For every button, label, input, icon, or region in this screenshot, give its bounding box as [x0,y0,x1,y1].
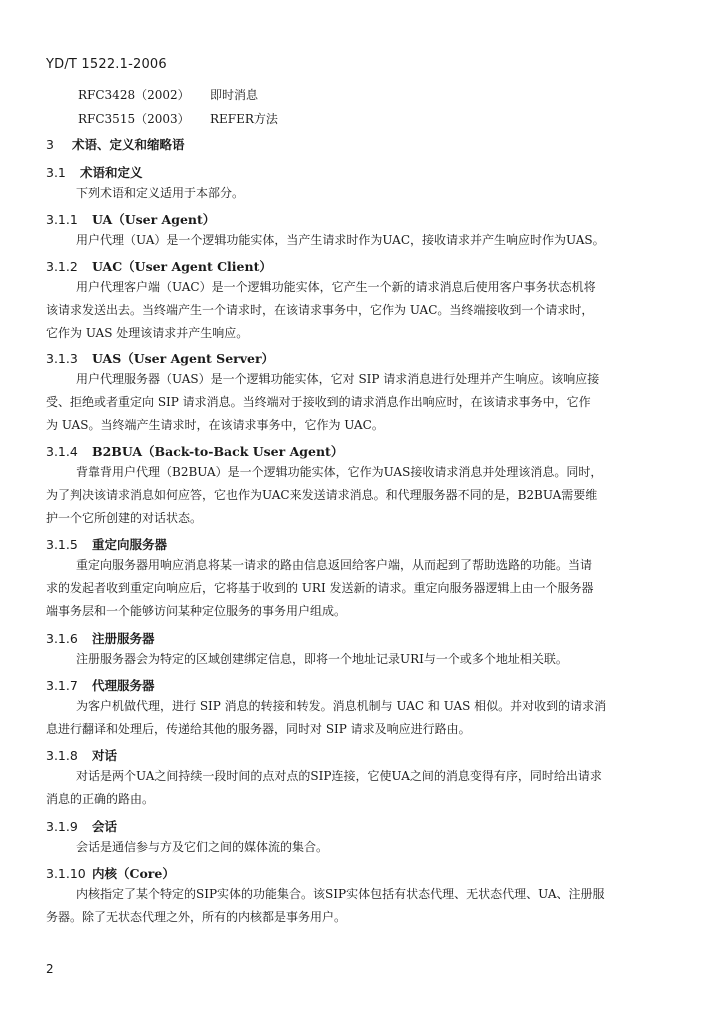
paragraph-line: 背靠背用户代理（B2BUA）是一个逻辑功能实体，它作为UAS接收请求消息并处理该消息。同时， [76,465,603,479]
paragraph-line: 端事务层和一个能够访问某种定位服务的事务用户组成。 [46,604,347,618]
term-number: 3.1.2 [46,259,78,274]
term-number: 3.1.8 [46,748,78,763]
term-title: UAS（User Agent Server） [92,351,275,366]
paragraph-line: 务器。除了无状态代理之外，所有的内核都是事务用户。 [46,910,347,924]
term-title: 代理服务器 [92,678,155,693]
term-title: UA（User Agent） [92,212,216,227]
term-3-1-9-paragraph [46,836,658,859]
term-3-1-10-heading [46,864,175,882]
term-title: 注册服务器 [92,631,155,646]
paragraph-line: 用户代理（UA）是一个逻辑功能实体，当产生请求时作为UAC，接收请求并产生响应时作为UAS。 [76,233,605,247]
term-number: 3.1.7 [46,678,78,693]
term-3-1-7-heading [46,676,155,694]
term-3-1-8-heading [46,746,117,764]
paragraph-line: 护一个它所创建的对话状态。 [46,511,203,525]
paragraph-line: 用户代理客户端（UAC）是一个逻辑功能实体，它产生一个新的请求消息后使用客户事务状态机将 [76,280,596,294]
term-number: 3.1.1 [46,212,78,227]
term-3-1-3-paragraph [46,368,658,437]
paragraph-line: 为了判决该请求消息如何应答，它也作为UAC来发送请求消息。和代理服务器不同的是，B2BUA需要维 [46,488,598,502]
term-3-1-7-paragraph [46,695,658,741]
section-3-heading [46,135,185,153]
reference-rfc3515 [78,110,278,128]
term-title: 会话 [92,819,118,834]
term-3-1-2-heading [46,257,272,275]
term-number: 3.1.10 [46,866,86,881]
term-3-1-2-paragraph [46,276,658,345]
term-3-1-5-heading [46,535,167,553]
paragraph-line: 注册服务器会为特定的区域创建绑定信息，即将一个地址记录URI与一个或多个地址相关联。 [76,652,568,666]
paragraph-line: 它作为 UAS 处理该请求并产生响应。 [46,326,249,340]
section-title: 术语、定义和缩略语 [72,137,185,152]
term-number: 3.1.4 [46,444,78,459]
term-title: UAC（User Agent Client） [92,259,272,274]
term-3-1-8-paragraph [46,765,658,811]
term-number: 3.1.9 [46,819,78,834]
section-title: 术语和定义 [80,165,143,180]
document-header: YD/T 1522.1-2006 [46,57,167,72]
term-number: 3.1.3 [46,351,78,366]
page-number: 2 [46,962,54,976]
section-number: 3.1 [46,165,66,180]
term-3-1-1-paragraph [46,229,658,252]
paragraph-line: 息进行翻译和处理后，传递给其他的服务器，同时对 SIP 请求及响应进行路由。 [46,722,471,736]
reference-code: RFC3515（2003） [78,112,190,126]
term-title: B2BUA（Back-to-Back User Agent） [92,444,344,459]
reference-title: 即时消息 [210,88,259,102]
term-3-1-6-paragraph [46,648,658,671]
section-number: 3 [46,137,54,152]
paragraph-line: 为客户机做代理，进行 SIP 消息的转接和转发。消息机制与 UAC 和 UAS 相似。并对收到的请求消 [76,699,607,713]
term-title: 重定向服务器 [92,537,168,552]
term-3-1-9-heading [46,817,117,835]
term-3-1-3-heading [46,349,274,367]
term-title: 内核（Core） [92,866,175,881]
term-number: 3.1.6 [46,631,78,646]
term-3-1-6-heading [46,629,155,647]
paragraph-line: 对话是两个UA之间持续一段时间的点对点的SIP连接，它使UA之间的消息变得有序，同时给出请求 [76,769,602,783]
paragraph-line: 该请求发送出去。当终端产生一个请求时，在该请求事务中，它作为 UAC。当终端接收到一个请求时， [46,303,594,317]
paragraph-line: 为 UAS。当终端产生请求时，在该请求事务中，它作为 UAC。 [46,418,384,432]
reference-code: RFC3428（2002） [78,88,190,102]
paragraph-line: 重定向服务器用响应消息将某一请求的路由信息返回给客户端，从而起到了帮助选路的功能。当请 [76,558,593,572]
term-3-1-10-paragraph [46,883,658,929]
reference-title: REFER方法 [210,112,278,126]
term-3-1-1-heading [46,210,215,228]
paragraph-line: 消息的正确的路由。 [46,792,155,806]
section-3-1-heading [46,163,143,181]
term-3-1-5-paragraph [46,554,658,623]
term-3-1-4-heading [46,442,343,460]
paragraph-line: 求的发起者收到重定向响应后，它将基于收到的 URI 发送新的请求。重定向服务器逻辑上由一个服务器 [46,581,594,595]
reference-rfc3428 [78,86,258,104]
paragraph-line: 内核指定了某个特定的SIP实体的功能集合。该SIP实体包括有状态代理、无状态代理、UA、注册服 [76,887,605,901]
paragraph-line: 用户代理服务器（UAS）是一个逻辑功能实体，它对 SIP 请求消息进行处理并产生响应。该响应接 [76,372,600,386]
term-number: 3.1.5 [46,537,78,552]
term-title: 对话 [92,748,118,763]
paragraph-line: 下列术语和定义适用于本部分。 [76,186,245,200]
intro-paragraph [46,182,658,205]
paragraph-line: 受、拒绝或者重定向 SIP 请求消息。当终端对于接收到的请求消息作出响应时，在该请求事务中，它作 [46,395,591,409]
paragraph-line: 会话是通信参与方及它们之间的媒体流的集合。 [76,840,329,854]
term-3-1-4-paragraph [46,461,658,530]
